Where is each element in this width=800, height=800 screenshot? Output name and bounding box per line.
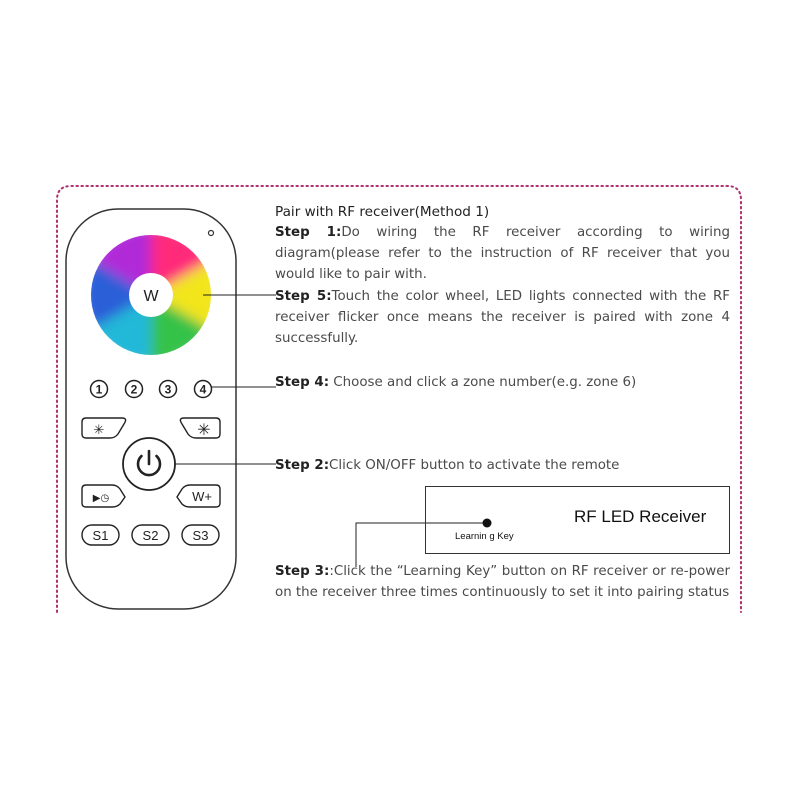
svg-text:2: 2 — [130, 382, 138, 397]
page-title: Pair with RF receiver(Method 1) — [275, 204, 490, 220]
step-5-text: Step 5:Touch the color wheel, LED lights connected with the RF receiver flicker once means the receiver is paired with zone 4 successfully. — [275, 289, 730, 346]
step-4-text: Step 4: Choose and click a zone number(e.g. zone 6) — [275, 375, 637, 390]
step-1-text: Step 1:Do wiring the RF receiver according to wiring diagram(please refer to the instruction of RF receiver that you would like to pair with. — [275, 225, 731, 282]
step-1-label: Step 1: — [275, 225, 342, 240]
learning-key-label: Learnin g Key — [455, 531, 514, 542]
sun-large-icon: ✳ — [197, 420, 211, 439]
w-plus-label: W+ — [192, 489, 212, 504]
svg-text:S1: S1 — [92, 528, 109, 543]
step-4-label: Step 4: — [275, 375, 330, 390]
step-5-label: Step 5: — [275, 289, 332, 304]
svg-text:S3: S3 — [192, 528, 209, 543]
step-3-label: Step 3: — [275, 564, 330, 579]
svg-text:1: 1 — [95, 382, 103, 397]
step-2-text: Step 2:Click ON/OFF button to activate the remote — [275, 458, 620, 473]
white-button-label: W — [143, 288, 159, 305]
step-2-label: Step 2: — [275, 458, 330, 473]
play-timer-icon: ▶◷ — [92, 493, 110, 504]
sun-small-icon: ✳ — [93, 423, 105, 438]
svg-text:4: 4 — [199, 382, 207, 397]
step-3-text: Step 3::Click the “Learning Key” button on RF receiver or re-power on the receiver three times continuously to set it into pairing status — [275, 564, 731, 600]
power-button[interactable] — [123, 438, 175, 490]
rf-receiver-title: RF LED Receiver — [574, 507, 707, 526]
svg-text:3: 3 — [164, 382, 172, 397]
svg-text:S2: S2 — [142, 528, 159, 543]
